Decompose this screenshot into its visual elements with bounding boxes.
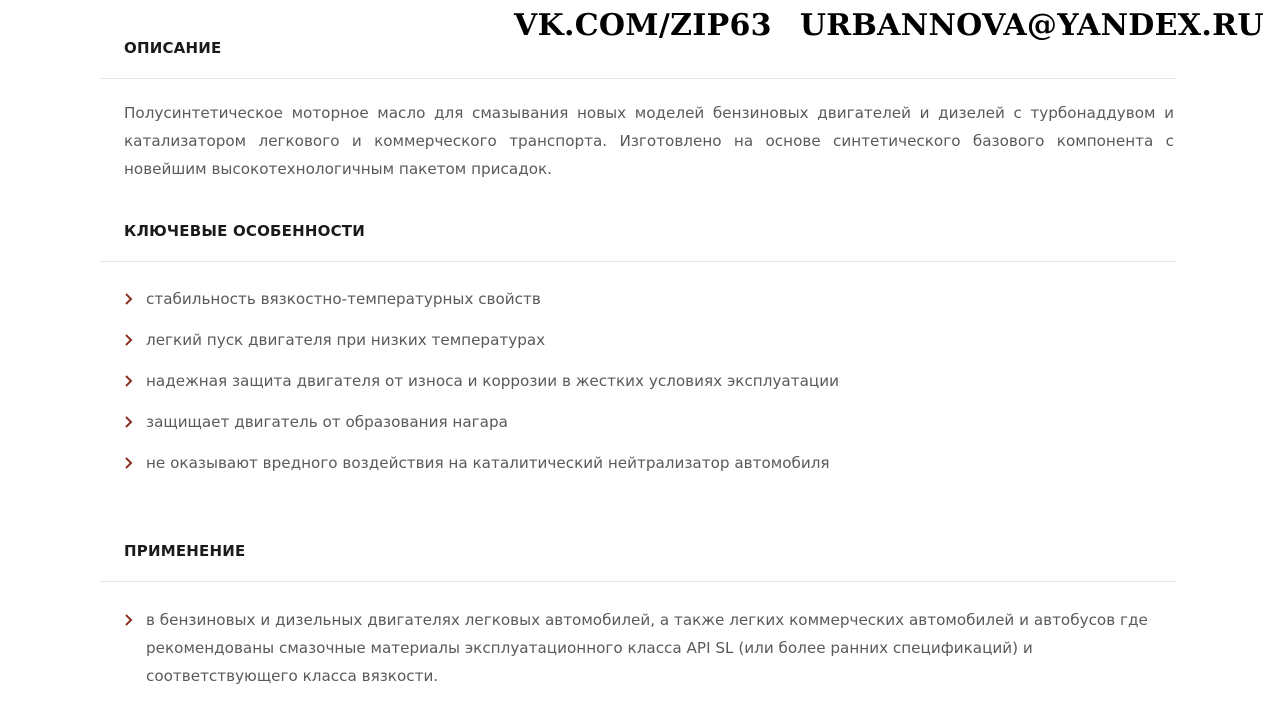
features-section <box>100 221 1176 262</box>
chevron-right-icon <box>124 326 136 354</box>
features-item-text: легкий пуск двигателя при низких температурах <box>146 331 546 349</box>
chevron-right-icon <box>124 606 136 634</box>
features-list-item <box>124 449 1184 490</box>
chevron-right-icon <box>124 285 136 313</box>
chevron-right-icon <box>124 449 136 477</box>
features-list <box>124 285 1184 490</box>
features-list-item <box>124 285 1184 326</box>
application-list-item <box>124 606 1174 690</box>
features-list-item <box>124 367 1184 408</box>
description-text: Полусинтетическое моторное масло для смазывания новых моделей бензиновых двигателей и дизелей с турбонаддувом и катализатором легкового и коммерческого транспорта. Изготовлено на основе синтетического базового компонента с новейшим высокотехнологичным пакетом присадок. <box>124 104 1174 178</box>
features-divider <box>100 261 1176 262</box>
features-list-item <box>124 326 1184 367</box>
features-item-text: не оказывают вредного воздействия на каталитический нейтрализатор автомобиля <box>146 454 830 472</box>
description-heading: ОПИСАНИЕ <box>124 39 222 57</box>
features-list-item <box>124 408 1184 449</box>
watermark-vk: VK.COM/ZIP63 <box>514 8 772 43</box>
application-list <box>124 606 1174 690</box>
watermark-email: URBANNOVA@YANDEX.RU <box>799 8 1264 43</box>
description-divider <box>100 78 1176 79</box>
chevron-right-icon <box>124 408 136 436</box>
features-item-text: стабильность вязкостно-температурных свойств <box>146 290 541 308</box>
description-section <box>100 38 1176 79</box>
application-divider <box>100 581 1176 582</box>
chevron-right-icon <box>124 367 136 395</box>
features-item-text: надежная защита двигателя от износа и коррозии в жестких условиях эксплуатации <box>146 372 839 390</box>
application-item-text: в бензиновых и дизельных двигателях легковых автомобилей, а также легких коммерческих автомобилей и автобусов где рекомендованы смазочные материалы эксплуатационного класса API SL (или более ранних спецификаций) и соответствующего класса вязкости. <box>146 611 1148 685</box>
features-heading: КЛЮЧЕВЫЕ ОСОБЕННОСТИ <box>124 222 365 240</box>
features-item-text: защищает двигатель от образования нагара <box>146 413 508 431</box>
application-heading: ПРИМЕНЕНИЕ <box>124 542 246 560</box>
application-section <box>100 541 1176 582</box>
